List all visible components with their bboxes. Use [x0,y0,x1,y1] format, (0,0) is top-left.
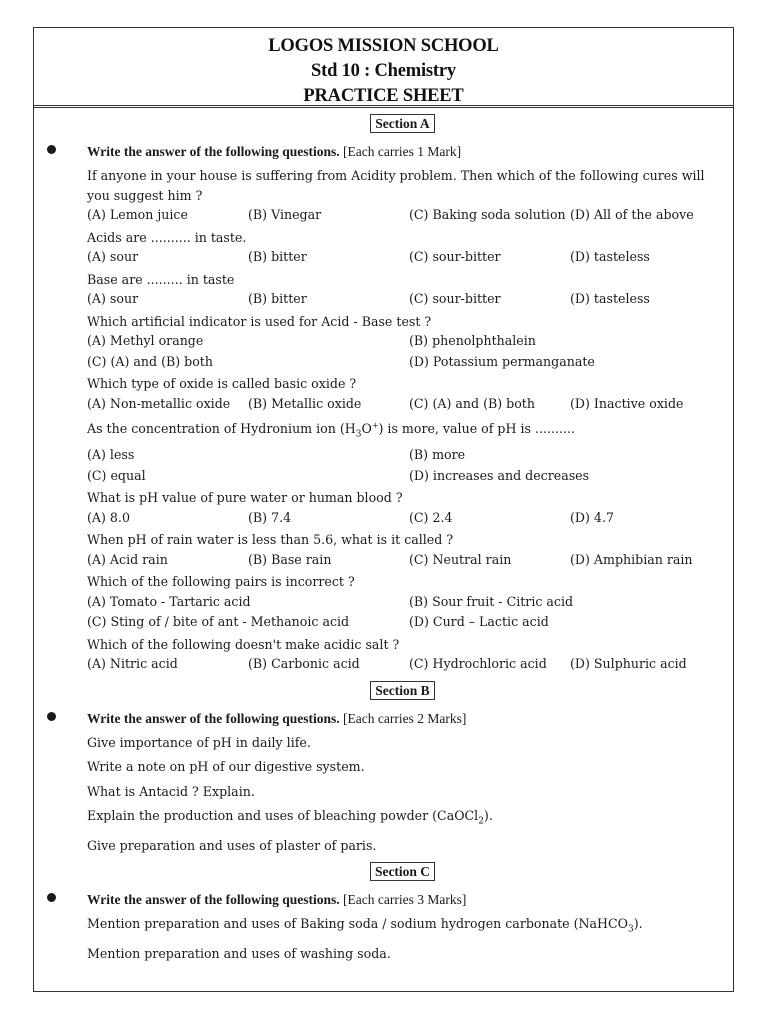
section-b-instruction: Write the answer of the following questions. [Each carries 2 Marks] [87,710,718,728]
question-text: Acids are .......... in taste. [87,229,247,245]
question-c1: Mention preparation and uses of Baking soda / sodium hydrogen carbonate (NaHCO$_3$). [87,916,643,935]
option: (C) equal [87,467,146,483]
options [87,654,718,675]
question-a10 [87,635,718,675]
option: (B) bitter [248,249,307,264]
option: (B) bitter [248,291,307,306]
option: (C) 2.4 [409,509,453,525]
option: (D) increases and decreases [409,467,590,483]
question-text: Which of the following doesn't make acidic salt ? [87,636,400,652]
option: (A) sour [87,291,139,306]
option: (D) Inactive oxide [570,395,684,411]
option: (A) Lemon juice [87,207,188,222]
options [87,508,718,529]
option: (D) tasteless [570,291,650,306]
option: (D) 4.7 [570,509,614,525]
option: (D) tasteless [570,249,650,264]
option: (D) Sulphuric acid [570,656,687,672]
option: (D) Curd – Lactic acid [409,614,549,630]
section-a-instruction: Write the answer of the following questions. [Each carries 1 Mark] [87,143,718,161]
question-a4 [87,312,718,373]
question-a5 [87,374,718,414]
option: (B) Base rain [248,551,332,567]
option: (A) Acid rain [87,551,168,567]
question-a9 [87,572,718,633]
school-name: LOGOS MISSION SCHOOL [268,36,499,56]
option: (C) sour-bitter [409,291,501,306]
question-text: If anyone in your house is suffering from Acidity problem. Then which of the following cures will you suggest him ? [87,168,705,203]
bullet-icon [47,893,56,902]
options [87,331,718,372]
question-a3 [87,270,718,310]
subject-line: Std 10 : Chemistry [311,61,456,81]
option: (D) Amphibian rain [570,551,693,567]
options [87,394,718,415]
option: (A) sour [87,249,139,264]
bullet-icon [47,712,56,721]
option: (C) sour-bitter [409,249,501,264]
options [87,247,718,268]
option: (C) (A) and (B) both [409,395,535,411]
question-text: Which of the following pairs is incorrect ? [87,574,355,590]
question-text: As the concentration of Hydronium ion $(H_3O^+)$ is more, value of pH is .......... [87,421,575,440]
bullet-icon [47,145,56,154]
option: (A) Non-metallic oxide [87,395,231,411]
sheet-header [34,28,733,108]
options [87,592,718,633]
section-c-instruction: Write the answer of the following questions. [Each carries 3 Marks] [87,891,718,909]
option: (A) Methyl orange [87,333,204,348]
option: (B) Carbonic acid [248,656,360,672]
option: (A) 8.0 [87,509,130,525]
question-b2: Write a note on pH of our digestive system. [87,759,365,775]
option: (B) Sour fruit - Citric acid [409,593,574,609]
question-a2 [87,228,718,268]
question-text: Base are ......... in taste [87,271,235,287]
question-a7 [87,488,718,528]
option: (B) Vinegar [248,207,322,222]
question-a8 [87,530,718,570]
question-b4: Explain the production and uses of bleaching powder (CaOCl$_2$). [87,808,493,827]
option: (B) more [409,447,466,463]
sheet-content [34,114,733,964]
option: (A) Tomato - Tartaric acid [87,593,251,609]
question-b5: Give preparation and uses of plaster of paris. [87,838,377,854]
section-b-title: Section B [87,681,718,700]
question-text: When pH of rain water is less than 5.6, what is it called ? [87,532,454,548]
option: (C) Hydrochloric acid [409,656,547,672]
option: (D) All of the above [570,207,694,222]
options [87,289,718,310]
question-c2: Mention preparation and uses of washing soda. [87,946,391,962]
option: (B) Metallic oxide [248,395,362,411]
section-a-title: Section A [87,114,718,133]
option: (B) phenolphthalein [409,333,536,348]
section-c-title: Section C [87,862,718,881]
question-a1 [87,166,718,226]
option: (C) Neutral rain [409,551,512,567]
question-b3: What is Antacid ? Explain. [87,783,255,799]
question-text: What is pH value of pure water or human blood ? [87,490,403,506]
option: (A) less [87,447,135,463]
option: (C) Sting of / bite of ant - Methanoic acid [87,614,350,630]
option: (A) Nitric acid [87,656,178,672]
question-text: Which artificial indicator is used for Acid - Base test ? [87,313,432,329]
sheet-title: PRACTICE SHEET [303,86,464,106]
question-b1: Give importance of pH in daily life. [87,734,311,750]
option: (C) (A) and (B) both [87,353,213,369]
option: (B) 7.4 [248,509,292,525]
question-text: Which type of oxide is called basic oxide ? [87,376,357,391]
practice-sheet [33,27,734,992]
option: (C) Baking soda solution [409,207,566,222]
options [87,205,718,226]
options [87,550,718,571]
option: (D) Potassium permanganate [409,353,595,369]
question-a6 [87,416,718,486]
options [87,445,718,486]
